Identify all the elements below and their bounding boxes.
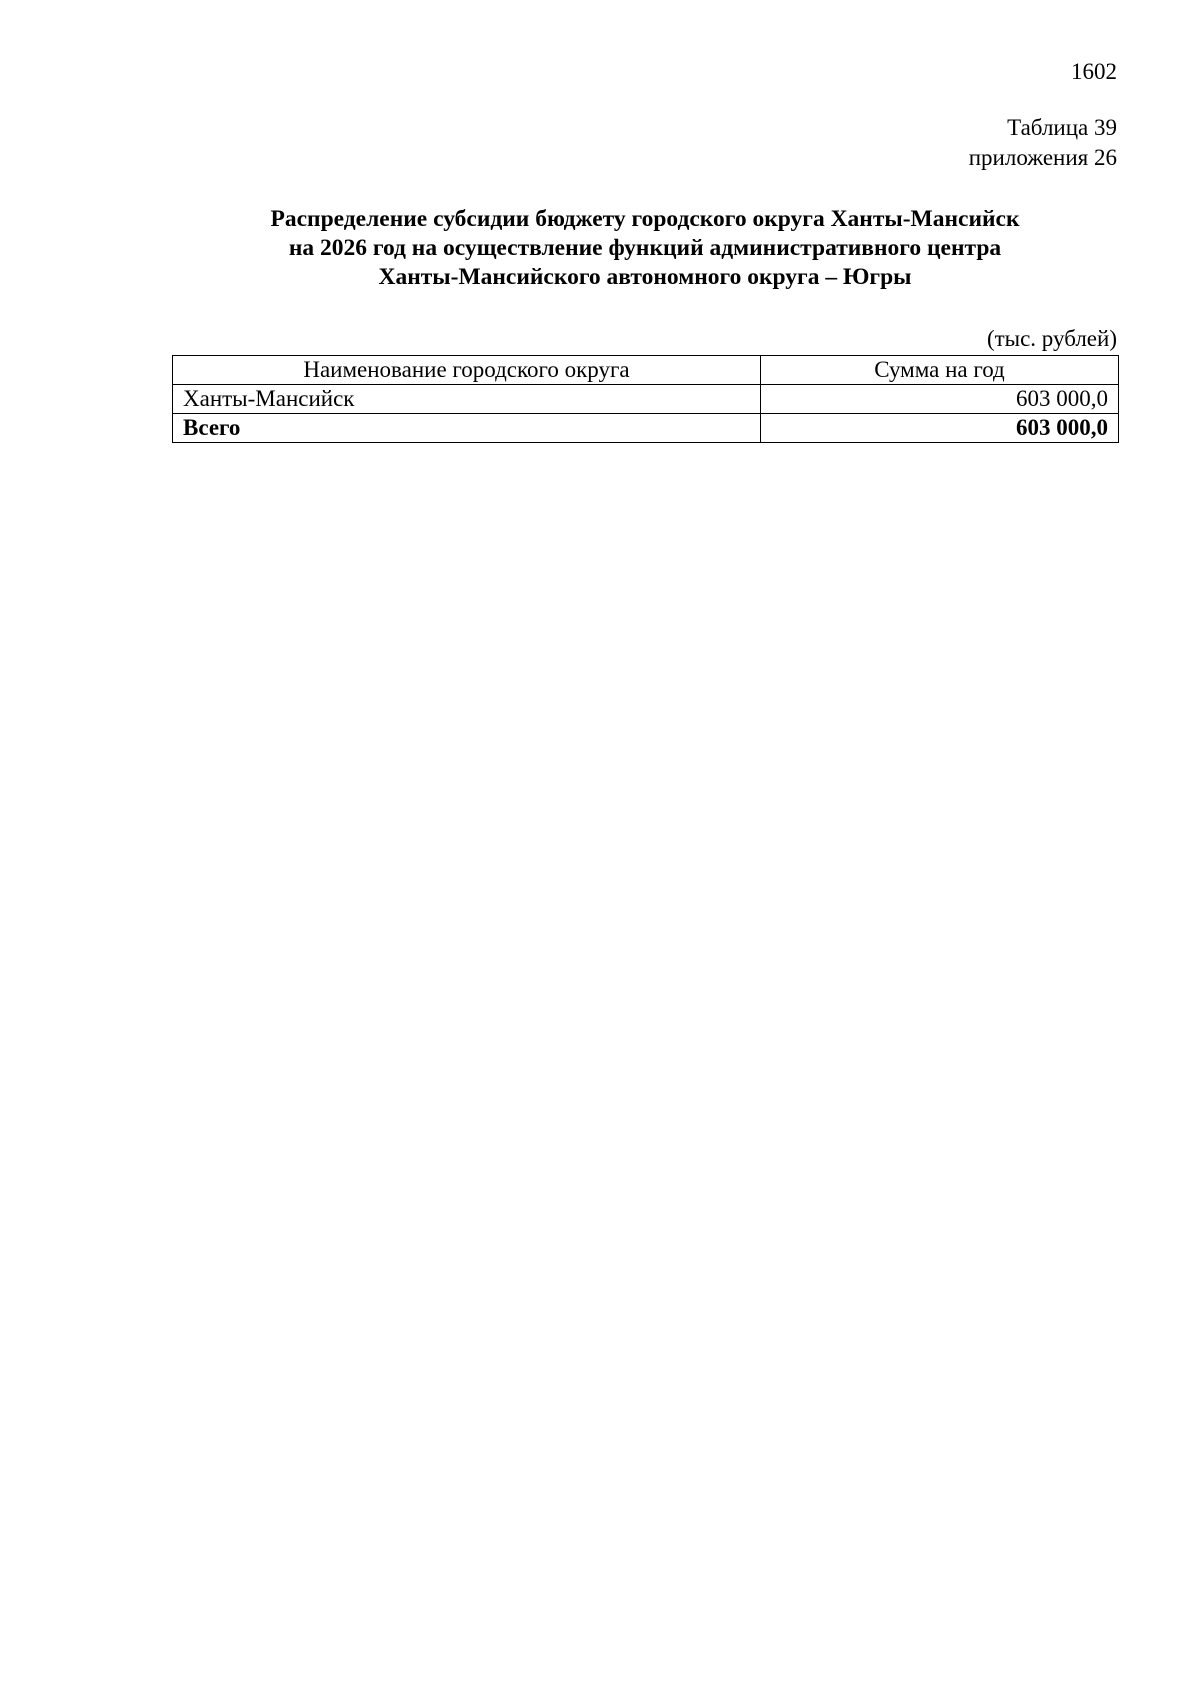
page-number: 1602 bbox=[1071, 59, 1117, 84]
row-district-name: Ханты-Мансийск bbox=[173, 385, 761, 414]
table-total-row bbox=[173, 414, 1119, 443]
table-reference bbox=[969, 113, 1117, 173]
total-amount: 603 000,0 bbox=[761, 414, 1119, 443]
header-annual-amount: Сумма на год bbox=[761, 356, 1119, 385]
title-line-3: Ханты-Мансийского автономного округа – Югры bbox=[378, 264, 912, 290]
total-label: Всего bbox=[173, 414, 761, 443]
title-line-1: Распределение субсидии бюджету городского округа Ханты-Мансийск bbox=[270, 206, 1020, 232]
subsidy-table bbox=[172, 355, 1119, 443]
title-line-2: на 2026 год на осуществление функций административного центра bbox=[288, 235, 1002, 261]
header-district-name: Наименование городского округа bbox=[173, 356, 761, 385]
table-row bbox=[173, 385, 1119, 414]
document-title bbox=[173, 205, 1117, 292]
units-label: (тыс. рублей) bbox=[986, 326, 1117, 351]
appendix-number: приложения 26 bbox=[968, 145, 1117, 170]
row-amount: 603 000,0 bbox=[761, 385, 1119, 414]
table-number: Таблица 39 bbox=[1007, 115, 1117, 140]
table-header-row bbox=[173, 356, 1119, 385]
